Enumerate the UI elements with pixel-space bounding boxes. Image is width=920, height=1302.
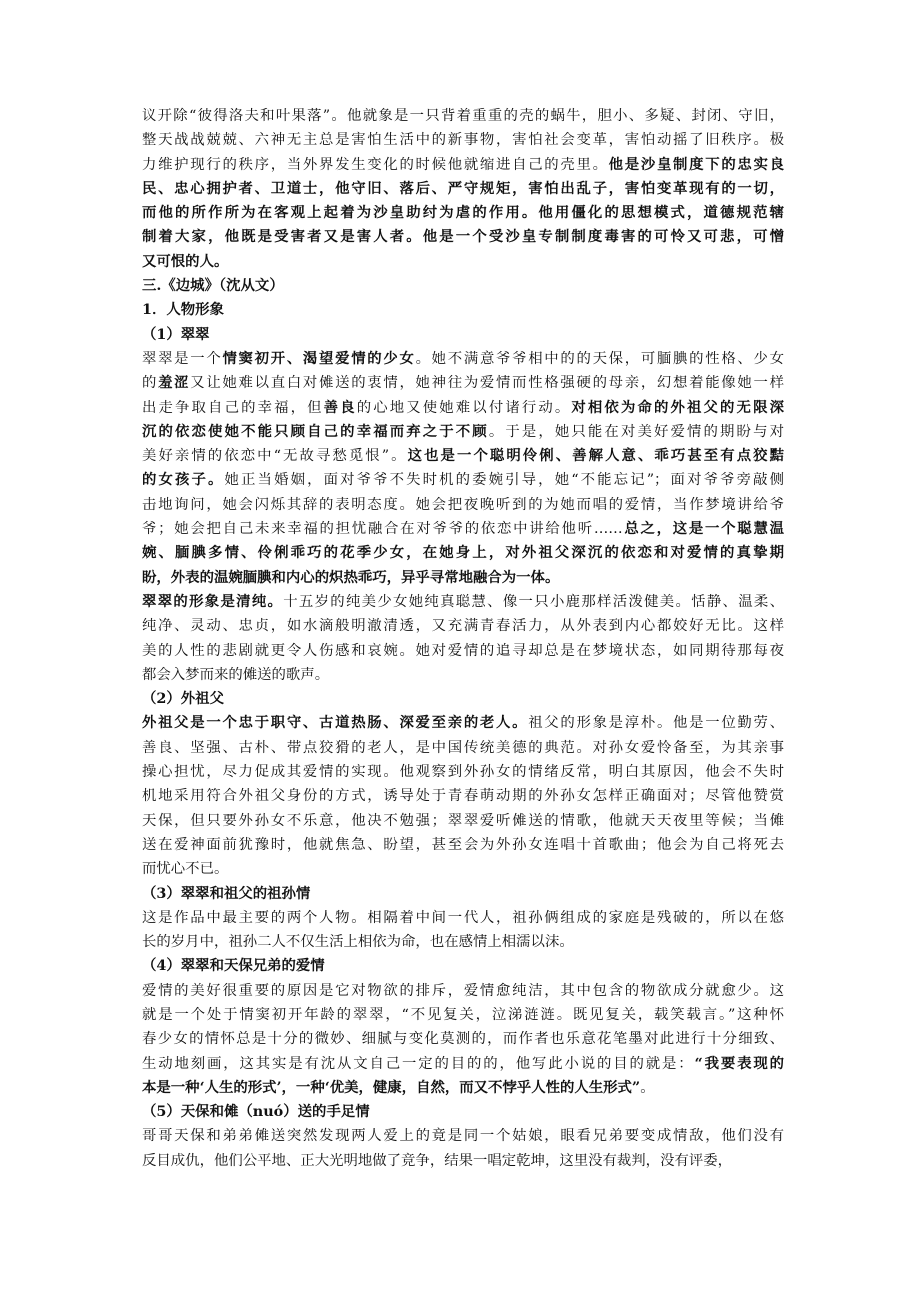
bold-text: 制着大家，他既是受害者又是害人者。他是一个受沙皇专制制度毒害的可怜又可悲，可憎 — [142, 228, 784, 246]
text-run: 的 — [142, 375, 159, 392]
bold-text: 外祖父是一个忠于职守、古道热肠、深爱至亲的老人。 — [142, 714, 529, 732]
text-run: 而忧心不已。 — [142, 861, 229, 878]
text-line — [142, 396, 784, 420]
text-line — [142, 809, 784, 833]
text-line — [142, 954, 784, 978]
text-line — [142, 1003, 784, 1027]
text-run: 的心地又使她难以付诸行动。 — [356, 399, 572, 416]
text-run: 这是作品中最主要的两个人物。相隔着中间一代人，祖孙俩组成的家庭是残破的，所以在悠 — [142, 909, 784, 926]
bold-text: （3）翠翠和祖父的祖孙情 — [142, 884, 311, 902]
text-line — [142, 517, 784, 541]
text-run: 纯净、灵动、忠贞，如水滴般明澈清透，又充满青春活力，从外表到内心都姣好无比。这样 — [142, 618, 784, 635]
section-heading — [142, 882, 784, 906]
text-run: 送在爱神面前犹豫时，他就焦急、盼望，甚至会为外孙女连唱十首歌曲；他会为自己将死去 — [142, 836, 784, 853]
body-paragraph — [142, 347, 784, 590]
text-line — [142, 1124, 784, 1148]
text-run: 力维护现行的秩序，当外界发生变化的时候他就缩进自己的壳里。 — [142, 156, 609, 173]
text-line — [142, 468, 784, 492]
bold-text: （4）翠翠和天保兄弟的爱情 — [142, 957, 325, 975]
bold-text: 他是沙皇制度下的忠实良 — [608, 155, 784, 173]
text-line — [142, 882, 784, 906]
body-paragraph — [142, 104, 784, 274]
text-run: 春少女的情怀总是十分的微妙、细腻与变化莫测的，而作者也乐意花笔墨对此进行十分细致、 — [142, 1031, 784, 1048]
bold-text: 总之，这是一个聪慧温 — [622, 520, 784, 538]
bold-text: 三.《边城》（沈从文） — [142, 277, 284, 295]
text-run: 翠翠是一个 — [142, 350, 223, 367]
text-line — [142, 104, 784, 128]
text-line — [142, 1149, 784, 1173]
text-line — [142, 1052, 784, 1076]
bold-text: 情窦初开、渴望爱情的少女 — [222, 349, 416, 367]
text-line — [142, 663, 784, 687]
section-heading — [142, 1100, 784, 1124]
section-heading — [142, 687, 784, 711]
text-line — [142, 274, 784, 298]
text-run: 哥哥天保和弟弟傩送突然发现两人爱上的竟是同一个姑娘，眼看兄弟要变成情敌，他们没有 — [142, 1128, 784, 1145]
text-line — [142, 1027, 784, 1051]
text-run: 爱情的美好很重要的原因是它对物欲的排斥，爱情愈纯洁，其中包含的物欲成分就愈少。这 — [142, 982, 784, 999]
bold-text: 善良 — [323, 398, 357, 416]
bold-text: 盼，外表的温婉腼腆和内心的炽热乖巧，异乎寻常地融合为一体。 — [142, 568, 560, 586]
text-run: 整天战战兢兢、六神无主总是害怕生活中的新事物，害怕社会变革，害怕动摇了旧秩序。极 — [142, 132, 784, 149]
bold-text: 对相依为命的外祖父的无限深 — [571, 398, 784, 416]
section-heading — [142, 298, 784, 322]
body-paragraph — [142, 906, 784, 955]
text-line — [142, 298, 784, 322]
text-line — [142, 979, 784, 1003]
bold-text: 婉、腼腆多情、伶俐乖巧的花季少女，在她身上，对外祖父深沉的依恋和对爱情的真挚期 — [142, 544, 784, 562]
text-line — [142, 347, 784, 371]
text-run: 美的人性的悲剧就更令人伤感和哀婉。她对爱情的追寻却总是在梦境状态，如同期待那每夜 — [142, 642, 784, 659]
text-line — [142, 541, 784, 565]
text-line — [142, 566, 784, 590]
text-run: 机地采用符合外祖父身份的方式，诱导处于青春萌动期的外孙女怎样正确面对；尽管他赞赏 — [142, 788, 784, 805]
text-line — [142, 614, 784, 638]
bold-text: （2）外祖父 — [142, 690, 224, 708]
text-line — [142, 225, 784, 249]
text-run: 。于是，她只能在对美好爱情的期盼与对 — [488, 423, 784, 440]
text-line — [142, 250, 784, 274]
text-run: 十五岁的纯美少女她纯真聪慧、像一只小鹿那样活泼健美。恬静、温柔、 — [283, 593, 784, 610]
text-line — [142, 906, 784, 930]
bold-text: 翠翠的形象是清纯。 — [142, 592, 284, 610]
text-run: 天保，但只要外孙女不乐意，他决不勉强；翠翠爱听傩送的情歌，他就天天夜里等候；当傩 — [142, 812, 784, 829]
text-line — [142, 590, 784, 614]
text-run: 她正当婚姻，面对爷爷不失时机的委婉引导，她“不能忘记”；面对爷爷旁敲侧 — [224, 472, 784, 489]
text-line — [142, 201, 784, 225]
text-line — [142, 1100, 784, 1124]
text-run: 都会入梦而来的傩送的歌声。 — [142, 666, 330, 683]
bold-text: 民、忠心拥护者、卫道士，他守旧、落后、严守规矩，害怕出乱子，害怕变革现有的一切， — [142, 179, 784, 197]
text-run: 善良、坚强、古朴、带点狡猾的老人，是中国传统美德的典范。对孙女爱怜备至，为其亲事 — [142, 739, 784, 756]
bold-text: 而他的所作所为在客观上起着为沙皇助纣为虐的作用。他用僵化的思想模式，道德规范辖 — [142, 204, 784, 222]
bold-text: 的女孩子。 — [142, 471, 225, 489]
bold-text: 1．人物形象 — [142, 301, 224, 319]
text-line — [142, 420, 784, 444]
text-line — [142, 1076, 784, 1100]
body-paragraph — [142, 979, 784, 1100]
text-line — [142, 639, 784, 663]
bold-text: 本是一种‘人生的形式’，一种‘优美，健康，自然，而又不悖乎人性的人生形式” — [142, 1078, 641, 1096]
text-line — [142, 736, 784, 760]
text-line — [142, 153, 784, 177]
text-run: 击地询问，她会闪烁其辞的表明态度。她会把夜晚听到的为她而唱的爱情，当作梦境讲给爷 — [142, 496, 784, 513]
bold-text: 这也是一个聪明伶俐、善解人意、乖巧甚至有点狡黠 — [407, 447, 784, 465]
text-line — [142, 177, 784, 201]
section-heading — [142, 954, 784, 978]
document-page — [142, 104, 784, 1173]
section-heading — [142, 323, 784, 347]
text-line — [142, 833, 784, 857]
text-run: 美好亲情的依恋中“无故寻愁觅恨”。 — [142, 448, 408, 465]
text-line — [142, 711, 784, 735]
text-line — [142, 323, 784, 347]
text-line — [142, 128, 784, 152]
text-run: 。 — [640, 1079, 655, 1096]
section-heading — [142, 274, 784, 298]
text-line — [142, 930, 784, 954]
text-run: 长的岁月中，祖孙二人不仅生活上相依为命，也在感情上相濡以沫。 — [142, 934, 574, 951]
text-run: 爷；她会把自己未来幸福的担忧融合在对爷爷的依恋中讲给他听…… — [142, 521, 623, 538]
bold-text: （5）天保和傩（nuó）送的手足情 — [142, 1103, 370, 1121]
bold-text: （1）翠翠 — [142, 325, 210, 343]
text-line — [142, 784, 784, 808]
bold-text: 又可恨的人。 — [142, 252, 229, 270]
text-line — [142, 687, 784, 711]
text-run: 操心担忧，尽力促成其爱情的实现。他观察到外孙女的情绪反常，明白其原因，他会不失时 — [142, 764, 784, 781]
body-paragraph — [142, 590, 784, 687]
text-run: 。她不满意爷爷相中的的天保，可腼腆的性格、少女 — [415, 350, 784, 367]
text-run: 又让她难以直白对傩送的衷情，她神往为爱情而性格强硬的母亲，幻想着能像她一样 — [190, 375, 784, 392]
text-line — [142, 493, 784, 517]
text-line — [142, 371, 784, 395]
bold-text: 羞涩 — [158, 374, 191, 392]
body-paragraph — [142, 711, 784, 881]
text-run: 议开除“彼得洛夫和叶果落”。他就象是一只背着重重的壳的蜗牛，胆小、多疑、封闭、守旧， — [142, 108, 784, 124]
text-line — [142, 444, 784, 468]
body-paragraph — [142, 1124, 784, 1173]
text-line — [142, 760, 784, 784]
text-run: 生动地刻画，这其实是有沈从文自己一定的目的的，他写此小说的目的就是： — [142, 1055, 695, 1072]
text-run: 祖父的形象是淳朴。他是一位勤劳、 — [528, 715, 784, 732]
bold-text: 沉的依恋使她不能只顾自己的幸福而弃之于不顾 — [142, 422, 489, 440]
text-line — [142, 857, 784, 881]
text-run: 就是一个处于情窦初开年龄的翠翠，“不见复关，泣涕涟涟。既见复关，载笑载言。”这种怀 — [142, 1006, 784, 1023]
text-run: 反目成仇，他们公平地、正大光明地做了竞争，结果一唱定乾坤，这里没有裁判，没有评委， — [142, 1152, 733, 1169]
text-run: 出走争取自己的幸福，但 — [142, 399, 324, 416]
bold-text: “我要表现的 — [694, 1054, 784, 1072]
